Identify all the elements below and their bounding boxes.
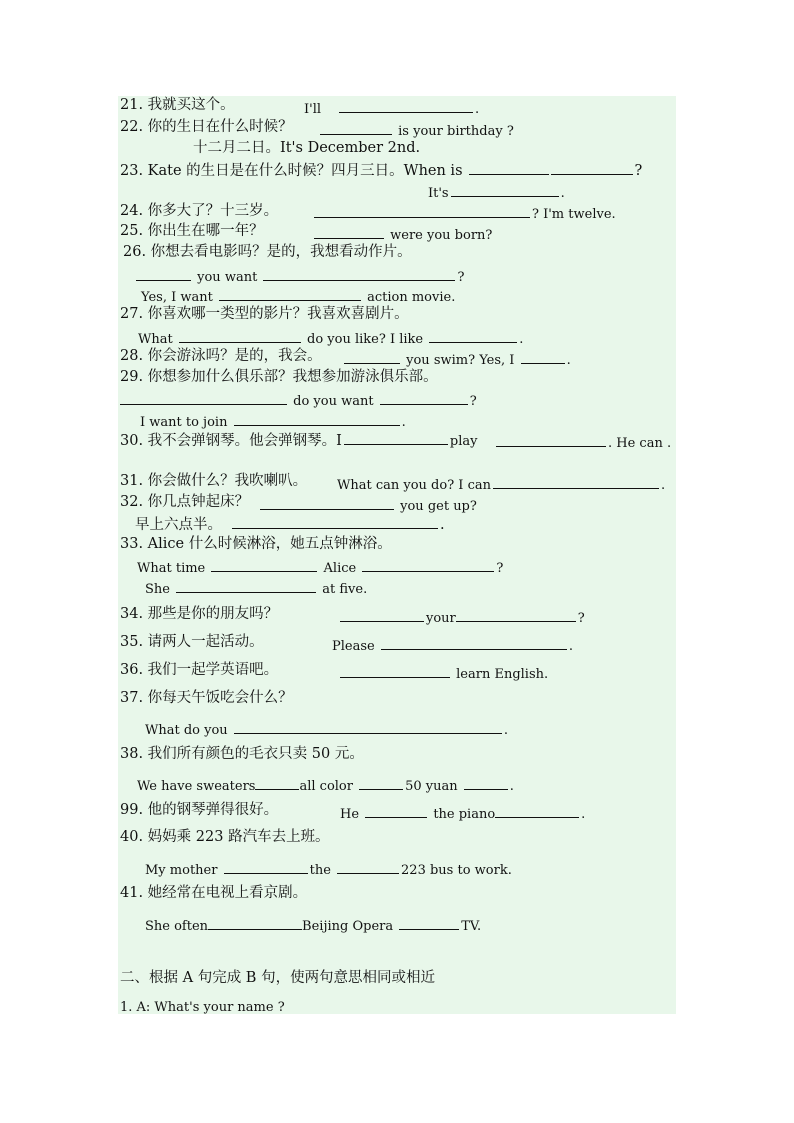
blank[interactable] xyxy=(340,607,424,622)
blank[interactable] xyxy=(176,578,316,593)
section-2-heading: 二、根据 A 句完成 B 句，使两句意思相同或相近 xyxy=(120,970,436,986)
blank[interactable] xyxy=(120,390,287,405)
q23-reply: It's . xyxy=(428,182,565,203)
q32-reply: 早上六点半。 . xyxy=(135,514,445,534)
blank[interactable] xyxy=(399,915,459,930)
blank[interactable] xyxy=(381,635,567,650)
blank[interactable] xyxy=(573,160,633,175)
q37: 37. 你每天午饭吃会什么？ xyxy=(120,690,293,706)
blank[interactable] xyxy=(380,390,468,405)
q24-answer: ? I'm twelve. xyxy=(312,203,616,224)
q25-answer: were you born? xyxy=(312,224,492,245)
q24: 24. 你多大了？十三岁。 xyxy=(120,203,279,219)
blank[interactable] xyxy=(464,775,508,790)
blank[interactable] xyxy=(314,203,530,218)
blank[interactable] xyxy=(179,328,301,343)
q32: 32. 你几点钟起床？ xyxy=(120,494,250,510)
q40-answer: My mother the 223 bus to work. xyxy=(145,859,512,880)
q27-answer: What do you like? I like . xyxy=(138,328,523,349)
q23: 23. Kate 的生日是在什么时候？四月三日。When is ? xyxy=(120,160,642,180)
blank[interactable] xyxy=(344,349,400,364)
q41: 41. 她经常在电视上看京剧。 xyxy=(120,885,308,901)
q34: 34. 那些是你的朋友吗？ xyxy=(120,606,279,622)
blank[interactable] xyxy=(232,514,438,529)
q21: 21. 我就买这个。 xyxy=(120,97,235,113)
q39: 99. 他的钢琴弹得很好。 xyxy=(120,802,279,818)
q22-answer: is your birthday ? xyxy=(318,120,514,141)
blank[interactable] xyxy=(493,474,659,489)
blank[interactable] xyxy=(314,224,384,239)
q25: 25. 你出生在哪一年？ xyxy=(120,223,264,239)
q26-answer: you want ? xyxy=(136,266,464,287)
blank[interactable] xyxy=(234,719,502,734)
q26: 26. 你想去看电影吗？是的，我想看动作片。 xyxy=(123,244,412,260)
q30-answer: . He can . xyxy=(496,432,671,453)
blank[interactable] xyxy=(234,411,400,426)
blank[interactable] xyxy=(263,266,455,281)
q33-answer: What time Alice ? xyxy=(137,557,503,578)
blank[interactable] xyxy=(339,98,473,113)
q22-reply: 十二月二日。It's December 2nd. xyxy=(193,140,421,156)
q34-answer: your ? xyxy=(340,607,585,628)
q31-answer: What can you do? I can . xyxy=(337,474,665,495)
blank[interactable] xyxy=(136,266,191,281)
blank[interactable] xyxy=(211,557,317,572)
q31: 31. 你会做什么？我吹喇叭。 xyxy=(120,473,308,489)
q26-reply: Yes, I want action movie. xyxy=(141,286,455,307)
blank[interactable] xyxy=(320,120,392,135)
blank[interactable] xyxy=(469,160,549,175)
q22: 22. 你的生日在什么时候？ xyxy=(120,119,293,135)
blank[interactable] xyxy=(359,775,403,790)
blank[interactable] xyxy=(521,349,565,364)
q35-answer: Please . xyxy=(332,635,573,656)
q38: 38. 我们所有颜色的毛衣只卖 50 元。 xyxy=(120,746,364,762)
q35: 35. 请两人一起活动。 xyxy=(120,634,264,650)
q29-reply: I want to join . xyxy=(140,411,406,432)
blank[interactable] xyxy=(337,859,399,874)
blank[interactable] xyxy=(255,775,299,790)
q21-answer: I'll . xyxy=(304,98,479,119)
q37-answer: What do you . xyxy=(145,719,508,740)
q28: 28. 你会游泳吗？是的，我会。 xyxy=(120,348,322,364)
blank[interactable] xyxy=(451,182,559,197)
blank[interactable] xyxy=(365,803,427,818)
q27: 27. 你喜欢哪一类型的影片？我喜欢喜剧片。 xyxy=(120,306,409,322)
blank[interactable] xyxy=(344,430,448,445)
blank[interactable] xyxy=(495,803,579,818)
blank[interactable] xyxy=(456,607,576,622)
section-2-q1: 1. A: What's your name ? xyxy=(120,1000,285,1015)
q29: 29. 你想参加什么俱乐部？我想参加游泳俱乐部。 xyxy=(120,369,438,385)
blank[interactable] xyxy=(340,663,450,678)
q33: 33. Alice 什么时候淋浴，她五点钟淋浴。 xyxy=(120,536,392,552)
q32-answer: you get up? xyxy=(258,495,477,516)
q38-answer: We have sweaters all color 50 yuan . xyxy=(137,775,514,796)
q28-answer: you swim? Yes, I . xyxy=(342,349,571,370)
blank[interactable] xyxy=(551,160,573,175)
q41-answer: She often Beijing Opera TV. xyxy=(145,915,481,936)
blank[interactable] xyxy=(260,495,394,510)
q40: 40. 妈妈乘 223 路汽车去上班。 xyxy=(120,829,330,845)
blank[interactable] xyxy=(496,432,606,447)
blank[interactable] xyxy=(208,915,302,930)
q33-reply: She at five. xyxy=(145,578,367,599)
q29-answer: do you want ? xyxy=(120,390,477,411)
q36-answer: learn English. xyxy=(340,663,548,684)
q36: 36. 我们一起学英语吧。 xyxy=(120,662,279,678)
q39-answer: He the piano . xyxy=(340,803,585,824)
q30: 30. 我不会弹钢琴。他会弹钢琴。I play xyxy=(120,430,477,451)
blank[interactable] xyxy=(429,328,517,343)
blank[interactable] xyxy=(219,286,361,301)
blank[interactable] xyxy=(362,557,494,572)
blank[interactable] xyxy=(224,859,308,874)
